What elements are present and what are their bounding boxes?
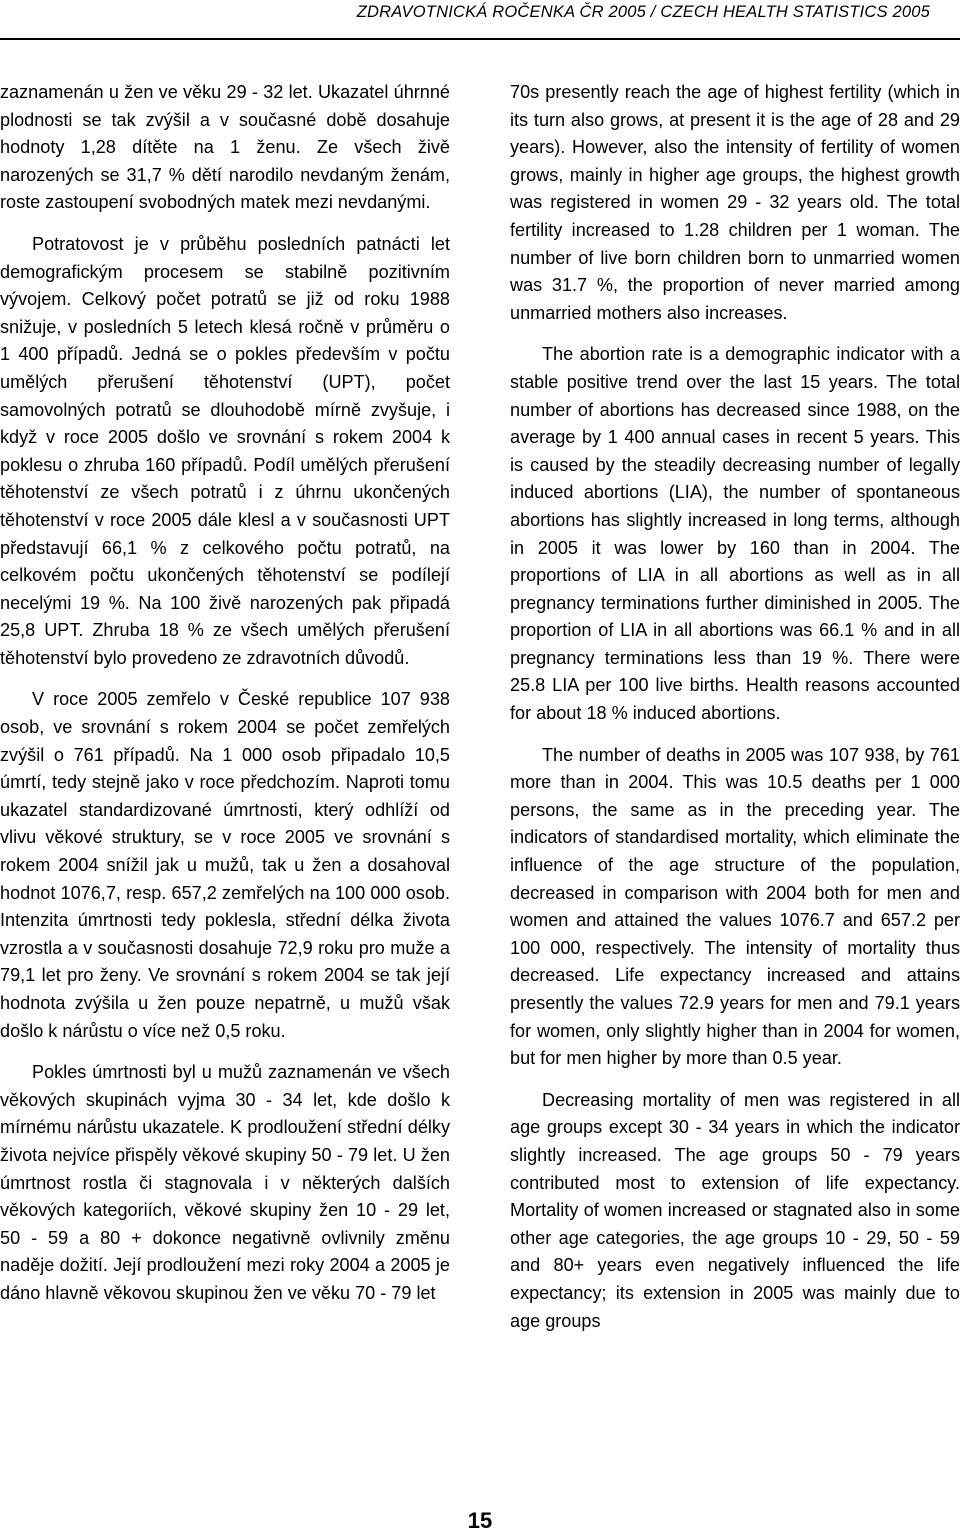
english-paragraph: 70s presently reach the age of highest fertility (which in its turn also grows, at present it is the age of 28 and 29 years). However, also the intensity of fertility of women grows, mainly in higher age groups, the highest growth was registered in women 29 - 32 years old. The total fertility increased to 1.28 children per 1 woman. The number of live born children born to unmarried women was 31.7 %, the proportion of never married among unmarried mothers also increases. bbox=[510, 82, 960, 323]
czech-paragraph: V roce 2005 zemřelo v České republice 107 938 osob, ve srovnání s rokem 2004 se počet zemřelých zvýšil o 761 případů. Na 1 000 osob připadalo 10,5 úmrtí, tedy stejně jako v roce předchozím. Naproti tomu ukazatel standardizované úmrtnosti, který odhlíží od vlivu věkové struktury, se v roce 2005 ve srovnání s rokem 2004 snížil jak u mužů, tak u žen a dosahoval hodnot 1076,7, resp. 657,2 zemřelých na 100 000 osob. Intenzita úmrtnosti tedy poklesla, střední délka života vzrostla a v současnosti dosahuje 72,9 roku pro muže a 79,1 let pro ženy. Ve srovnání s rokem 2004 se tak její hodnota zvýšila u žen pouze nepatrně, u mužů však došlo k nárůstu o více než 0,5 roku. bbox=[0, 689, 450, 1041]
czech-paragraph: Potratovost je v průběhu posledních patnácti let demografickým procesem se stabilně pozitivním vývojem. Celkový počet potratů se již od roku 1988 snižuje, v posledních 5 letech klesá ročně v průměru o 1 400 případů. Jedná se o pokles především v počtu umělých přerušení těhotenství (UPT), počet samovolných potratů se dlouhodobě mírně zvyšuje, i když v roce 2005 došlo ve srovnání s rokem 2004 k poklesu o zhruba 160 případů. Podíl umělých přerušení těhotenství ze všech potratů i z úhrnu ukončených těhotenství v roce 2005 dále klesl a v současnosti UPT představují 66,1 % z celkového počtu potratů, na celkovém počtu ukončených těhotenství se podílejí necelými 19 %. Na 100 živě narozených pak připadá 25,8 UPT. Zhruba 18 % ze všech umělých přerušení těhotenství bylo provedeno ze zdravotních důvodů. bbox=[0, 233, 450, 668]
english-paragraph: Decreasing mortality of men was registered in all age groups except 30 - 34 years in which the indicator slightly increased. The age groups 50 - 79 years contributed most to extension of life expectancy. Mortality of women increased or stagnated also in some other age categories, the age groups 10 - 29, 50 - 59 and 80+ years even negatively influenced the life expectancy; its extension in 2005 was mainly due to age groups bbox=[510, 1089, 960, 1331]
english-text-column bbox=[510, 79, 960, 1349]
english-paragraph: The number of deaths in 2005 was 107 938, by 761 more than in 2004. This was 10.5 deaths per 1 000 persons, the same as in the preceding year. The indicators of standardised mortality, which eliminate the influence of the age structure of the population, decreased in comparison with 2004 both for men and women and attained the values 1076.7 and 657.2 per 100 000, respectively. The intensity of mortality thus decreased. Life expectancy increased and attains presently the values 72.9 years for men and 79.1 years for women, only slightly higher than in 2004 for women, but for men higher by more than 0.5 year. bbox=[510, 744, 960, 1069]
page-number: 15 bbox=[467, 1508, 493, 1533]
english-paragraph: The abortion rate is a demographic indicator with a stable positive trend over the last 15 years. The total number of abortions has decreased since 1988, on the average by 1 400 annual cases in recent 5 years. This is caused by the steadily decreasing number of legally induced abortions (LIA), the number of spontaneous abortions has slightly increased in long terms, although in 2005 it was lower by 160 than in 2004. The proportions of LIA in all abortions as well as in all pregnancy terminations further diminished in 2005. The proportion of LIA in all abortions was 66.1 % and in all pregnancy terminations less than 19 %. There were 25.8 LIA per 100 live births. Health reasons accounted for about 18 % induced abortions. bbox=[510, 344, 960, 724]
czech-text-column bbox=[0, 79, 450, 1322]
czech-paragraph: zaznamenán u žen ve věku 29 - 32 let. Ukazatel úhrnné plodnosti se tak zvýšil a v současné době dosahuje hodnoty 1,28 dítěte na 1 ženu. Ze všech živě narozených se 31,7 % dětí narodilo nevdaným ženám, roste zastoupení svobodných matek mezi nevdanými. bbox=[0, 82, 450, 213]
running-header: ZDRAVOTNICKÁ ROČENKA ČR 2005 / CZECH HEALTH STATISTICS 2005 bbox=[356, 3, 930, 21]
czech-paragraph: Pokles úmrtnosti byl u mužů zaznamenán ve všech věkových skupinách vyjma 30 - 34 let, kde došlo k mírnému nárůstu ukazatele. K prodloužení střední délky života nejvíce přispěly věkové skupiny 50 - 79 let. U žen úmrtnost rostla či stagnovala i v některých dalších věkových kategoriích, věkové skupiny žen 10 - 29 let, 50 - 59 a 80 + dokonce negativně ovlivnily změnu naděje dožití. Její prodloužení mezi roky 2004 a 2005 je dáno hlavně věkovou skupinou žen ve věku 70 - 79 let bbox=[0, 1062, 450, 1303]
header-rule bbox=[0, 38, 960, 40]
